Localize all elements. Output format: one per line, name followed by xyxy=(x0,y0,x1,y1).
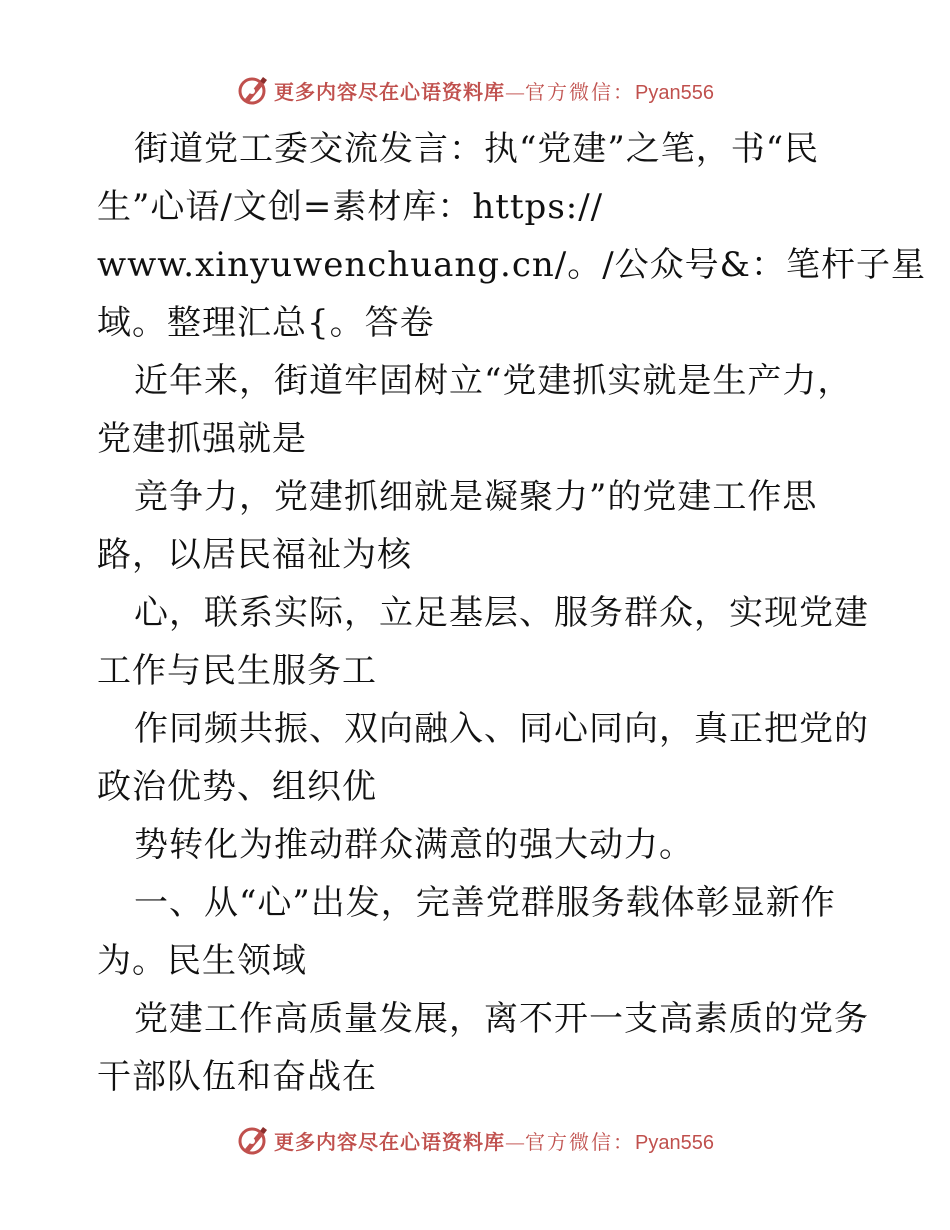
banner-wechat-id: Pyan556 xyxy=(635,1131,714,1154)
text-line: 政治优势、组织优 xyxy=(97,767,377,807)
text-line: 生”心语/文创=素材库：https:// xyxy=(97,187,604,227)
text-line: 党建工作高质量发展，离不开一支高素质的党务 xyxy=(134,999,869,1039)
text-line: 域。整理汇总{。答卷 xyxy=(97,303,435,343)
banner-separator: — xyxy=(505,1129,526,1154)
pen-logo-icon xyxy=(236,73,270,107)
text-line: 心，联系实际，立足基层、服务群众，实现党建 xyxy=(134,593,869,633)
banner-text xyxy=(274,76,714,105)
banner-text xyxy=(274,1126,714,1155)
banner-separator: — xyxy=(505,79,526,104)
text-line: 路，以居民福祉为核 xyxy=(97,535,412,575)
text-line: 街道党工委交流发言：执“党建”之笔，书“民 xyxy=(134,129,820,169)
text-line: 作同频共振、双向融入、同心同向，真正把党的 xyxy=(134,709,869,749)
text-line: 近年来，街道牢固树立“党建抓实就是生产力， xyxy=(134,361,853,401)
banner-main-text: 更多内容尽在心语资料库 xyxy=(274,1129,506,1154)
banner-wechat-id: Pyan556 xyxy=(635,81,714,104)
text-line: 竞争力，党建抓细就是凝聚力”的党建工作思 xyxy=(134,477,818,517)
footer-watermark-banner xyxy=(0,1120,950,1160)
text-line: 为。民生领域 xyxy=(97,941,307,981)
text-line: www.xinyuwenchuang.cn/。/公众号&：笔杆子星 xyxy=(97,245,926,285)
text-line: 势转化为推动群众满意的强大动力。 xyxy=(134,825,694,865)
text-line: 一、从“心”出发，完善党群服务载体彰显新作 xyxy=(134,883,836,923)
document-body xyxy=(97,120,926,1106)
text-line: 工作与民生服务工 xyxy=(97,651,377,691)
header-watermark-banner xyxy=(0,70,950,110)
text-line: 党建抓强就是 xyxy=(97,419,307,459)
text-line: 干部队伍和奋战在 xyxy=(97,1057,377,1097)
banner-main-text: 更多内容尽在心语资料库 xyxy=(274,79,506,104)
banner-wechat-label: 官方微信： xyxy=(525,79,636,104)
pen-logo-icon xyxy=(236,1123,270,1157)
banner-wechat-label: 官方微信： xyxy=(525,1129,636,1154)
